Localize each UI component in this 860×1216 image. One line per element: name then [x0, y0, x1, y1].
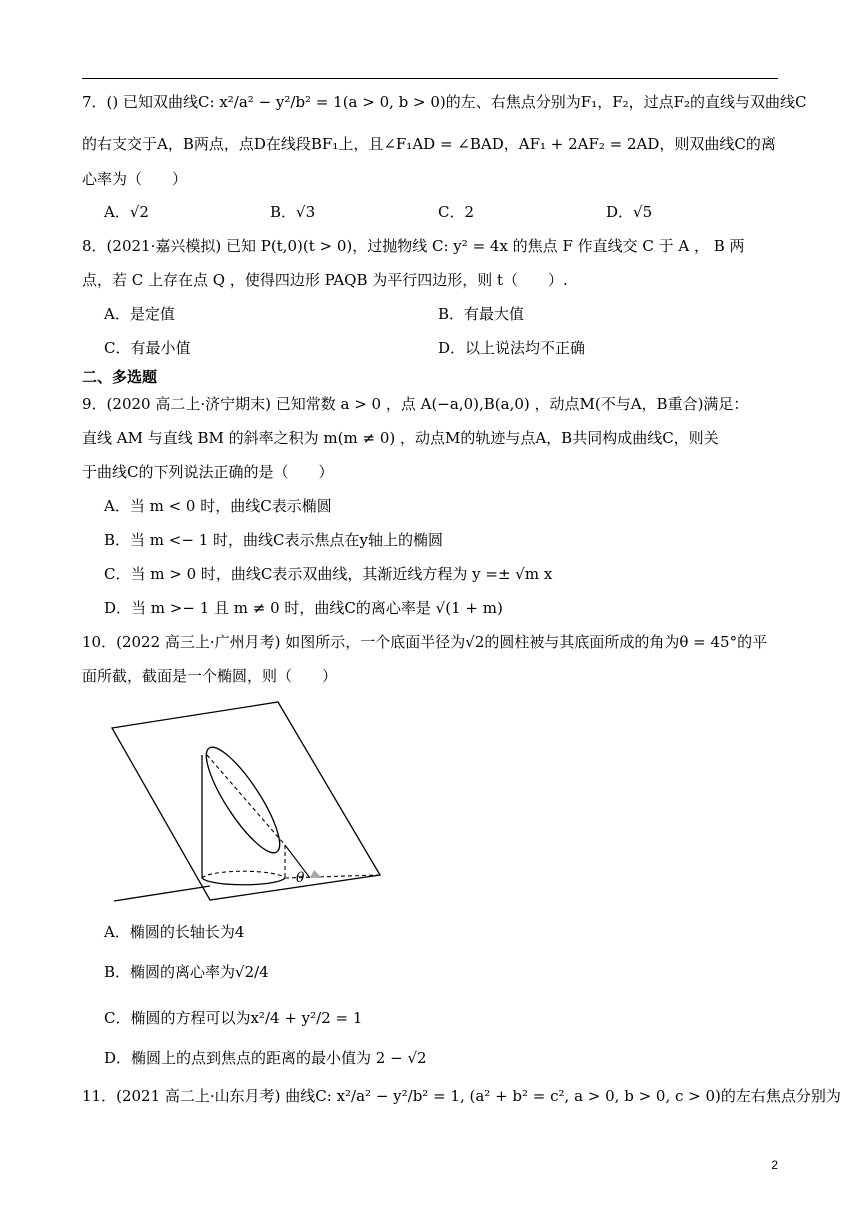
q9-line-3: 于曲线C的下列说法正确的是（ ） — [82, 463, 334, 481]
q10-option-a: A．椭圆的长轴长为4 — [104, 923, 245, 941]
q10-option-c: C．椭圆的方程可以为x²/4 + y²/2 = 1 — [104, 1009, 363, 1027]
q7-line-2: 的右支交于A，B两点，点D在线段BF₁上，且∠F₁AD = ∠BAD，AF₁ + 2AF₂ = 2AD，则双曲线C的离 — [82, 135, 776, 153]
q7-option-d: D．√5 — [606, 203, 653, 221]
base-plane-edge — [114, 886, 210, 901]
q9-line-1: 9．(2020 高二上·济宁期末) 已知常数 a > 0 ，点 A(−a,0),B(a,0) ，动点M(不与A，B重合)满足： — [82, 395, 749, 413]
q10-option-b: B．椭圆的离心率为√2/4 — [104, 963, 269, 981]
q8-option-a: A．是定值 — [104, 305, 175, 323]
cutting-plane — [112, 702, 380, 900]
cylinder-section-figure — [110, 700, 400, 910]
q9-option-b: B．当 m <− 1 时，曲线C表示焦点在y轴上的椭圆 — [104, 531, 443, 549]
q7-option-c: C．2 — [438, 203, 475, 221]
q8-line-1: 8．(2021·嘉兴模拟) 已知 P(t,0)(t > 0)，过抛物线 C: y² = 4x 的焦点 F 作直线交 C 于 A ， B 两 — [82, 237, 745, 255]
q9-option-d: D．当 m >− 1 且 m ≠ 0 时，曲线C的离心率是 √(1 + m) — [104, 599, 503, 617]
base-ellipse-front — [202, 878, 285, 885]
q9-option-a: A．当 m < 0 时，曲线C表示椭圆 — [104, 497, 332, 515]
angle-marker — [310, 870, 322, 878]
q10-line-2: 面所截，截面是一个椭圆，则（ ） — [82, 667, 338, 685]
q8-option-c: C．有最小值 — [104, 339, 191, 357]
page-number: 2 — [771, 1158, 778, 1172]
angle-label: θ — [296, 870, 305, 886]
q9-line-2: 直线 AM 与直线 BM 的斜率之积为 m(m ≠ 0) ，动点M的轨迹与点A，B共同构成曲线C，则关 — [82, 429, 719, 447]
q7-line-1: 7．() 已知双曲线C: x²/a² − y²/b² = 1(a > 0, b > 0)的左、右焦点分别为F₁，F₂，过点F₂的直线与双曲线C — [82, 93, 807, 111]
q10-line-1: 10．(2022 高三上·广州月考) 如图所示，一个底面半径为√2的圆柱被与其底面所成的角为θ = 45°的平 — [82, 633, 768, 651]
q7-option-b: B．√3 — [270, 203, 316, 221]
q7-option-a: A．√2 — [104, 203, 149, 221]
base-ellipse-back — [202, 871, 285, 878]
q8-option-b: B．有最大值 — [438, 305, 525, 323]
q8-line-2: 点，若 C 上存在点 Q ，使得四边形 PAQB 为平行四边形，则 t（ ）. — [82, 271, 568, 289]
q8-option-d: D．以上说法均不正确 — [438, 339, 586, 357]
q9-option-c: C．当 m > 0 时，曲线C表示双曲线，其渐近线方程为 y =± √m x — [104, 565, 553, 583]
q11-line-1: 11．(2021 高二上·山东月考) 曲线C: x²/a² − y²/b² = 1, (a² + b² = c², a > 0, b > 0, c > 0)的左右焦点分别为 — [82, 1087, 841, 1105]
header-rule — [82, 78, 778, 79]
section-heading: 二、多选题 — [82, 368, 158, 386]
q10-option-d: D．椭圆上的点到焦点的距离的最小值为 2 − √2 — [104, 1049, 427, 1067]
q7-line-3: 心率为（ ） — [82, 170, 188, 188]
